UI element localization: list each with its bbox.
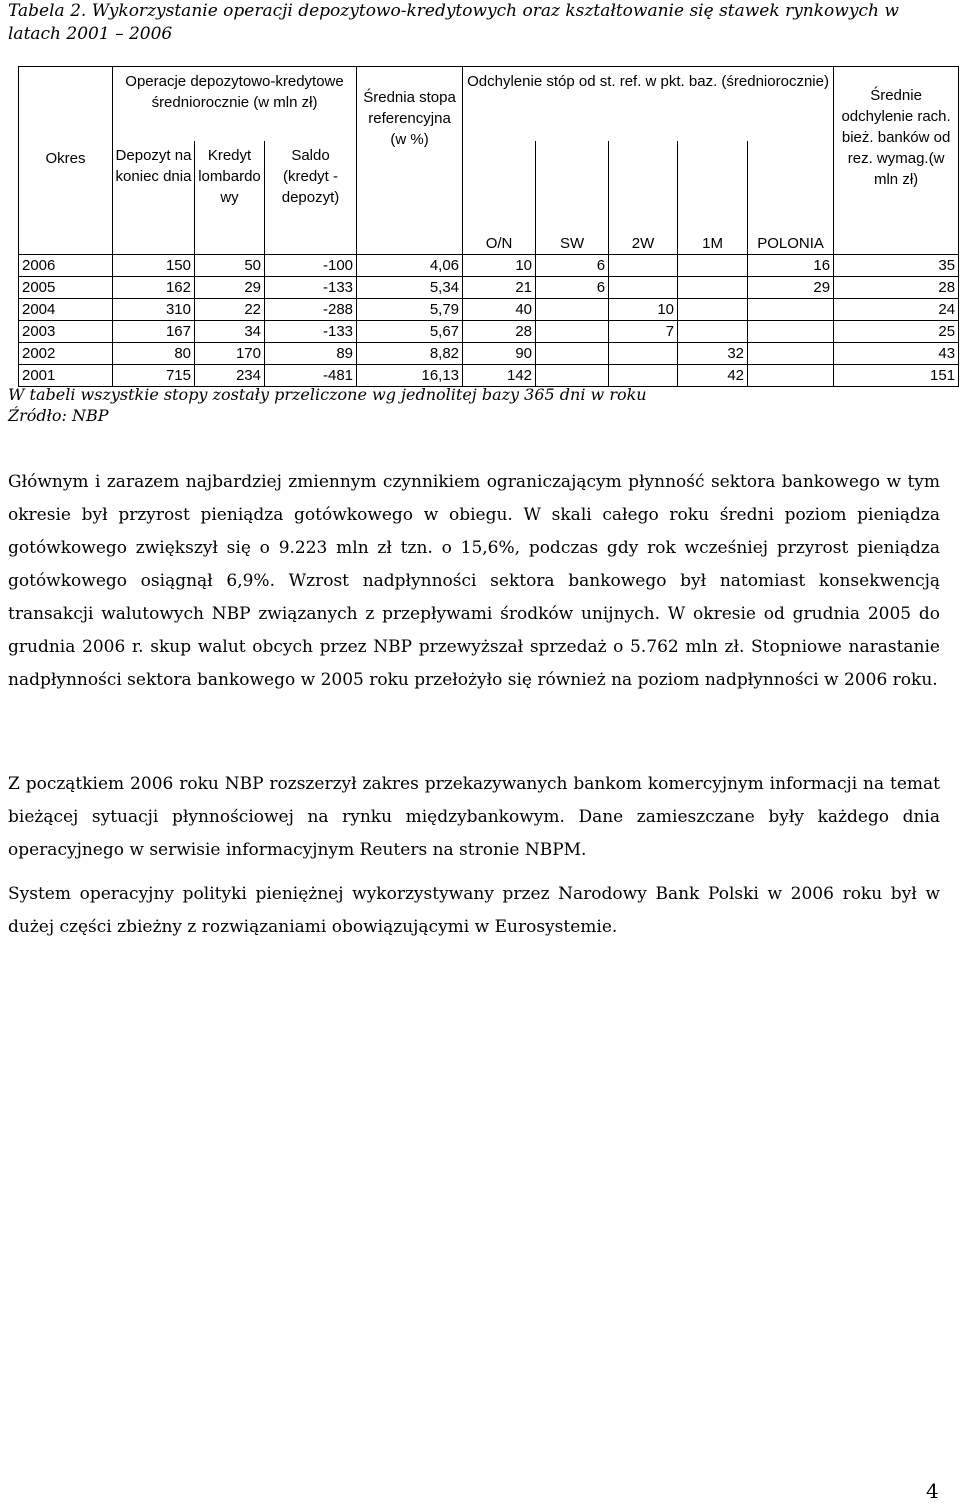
header-srednia-stopa: Średnia stopa referencyjna (w %): [357, 67, 463, 255]
cell-depozyt: 167: [113, 321, 195, 343]
cell-saldo: -133: [265, 277, 357, 299]
cell-2w: 7: [609, 321, 678, 343]
cell-depozyt: 715: [113, 365, 195, 387]
header-depozyt: Depozyt na koniec dnia: [113, 141, 195, 255]
cell-stopa: 4,06: [357, 255, 463, 277]
cell-saldo: -133: [265, 321, 357, 343]
cell-kredyt: 29: [195, 277, 265, 299]
cell-okres: 2002: [19, 343, 113, 365]
cell-depozyt: 80: [113, 343, 195, 365]
header-srednie-odchylenie: Średnie odchylenie rach. bież. banków od rez. wymag.(w mln zł): [834, 67, 959, 255]
cell-polonia: [748, 343, 834, 365]
cell-sw: [536, 321, 609, 343]
cell-1m: 32: [678, 343, 748, 365]
cell-odchylenie: 24: [834, 299, 959, 321]
table-row: [19, 277, 959, 299]
cell-sw: [536, 299, 609, 321]
cell-depozyt: 150: [113, 255, 195, 277]
header-polonia-spacer: [748, 141, 834, 233]
cell-polonia: 29: [748, 277, 834, 299]
cell-polonia: [748, 299, 834, 321]
table-caption: Tabela 2. Wykorzystanie operacji depozytowo-kredytowych oraz kształtowanie się stawek rynkowych w latach 2001 – 2006: [8, 1, 899, 44]
cell-on: 21: [463, 277, 536, 299]
page-number: 4: [926, 1479, 939, 1503]
cell-kredyt: 170: [195, 343, 265, 365]
cell-depozyt: 162: [113, 277, 195, 299]
cell-1m: 42: [678, 365, 748, 387]
header-1m-spacer: [678, 141, 748, 233]
table-note: W tabeli wszystkie stopy zostały przeliczone wg jednolitej bazy 365 dni w roku: [8, 385, 647, 404]
cell-sw: 6: [536, 255, 609, 277]
cell-on: 142: [463, 365, 536, 387]
cell-depozyt: 310: [113, 299, 195, 321]
cell-1m: [678, 255, 748, 277]
cell-on: 90: [463, 343, 536, 365]
cell-stopa: 5,79: [357, 299, 463, 321]
cell-on: 28: [463, 321, 536, 343]
header-sw-spacer: [536, 141, 609, 233]
cell-okres: 2003: [19, 321, 113, 343]
cell-odchylenie: 151: [834, 365, 959, 387]
cell-1m: [678, 299, 748, 321]
cell-kredyt: 234: [195, 365, 265, 387]
table-body: [19, 255, 959, 387]
header-sw: SW: [536, 233, 609, 255]
cell-polonia: 16: [748, 255, 834, 277]
cell-kredyt: 34: [195, 321, 265, 343]
cell-saldo: -100: [265, 255, 357, 277]
cell-2w: 10: [609, 299, 678, 321]
header-on: O/N: [463, 233, 536, 255]
cell-saldo: 89: [265, 343, 357, 365]
cell-polonia: [748, 321, 834, 343]
table-row: [19, 299, 959, 321]
table-row: [19, 255, 959, 277]
header-odchylenie: Odchylenie stóp od st. ref. w pkt. baz. (średniorocznie): [463, 67, 834, 142]
cell-1m: [678, 321, 748, 343]
cell-okres: 2004: [19, 299, 113, 321]
header-polonia: POLONIA: [748, 233, 834, 255]
header-on-spacer: [463, 141, 536, 233]
cell-stopa: 5,34: [357, 277, 463, 299]
cell-stopa: 8,82: [357, 343, 463, 365]
cell-okres: 2001: [19, 365, 113, 387]
cell-on: 40: [463, 299, 536, 321]
cell-okres: 2005: [19, 277, 113, 299]
header-okres: Okres: [19, 67, 113, 255]
table-row: [19, 343, 959, 365]
cell-stopa: 16,13: [357, 365, 463, 387]
header-operacje: Operacje depozytowo-kredytowe średniorocznie (w mln zł): [113, 67, 357, 142]
cell-sw: 6: [536, 277, 609, 299]
paragraph: System operacyjny polityki pieniężnej wykorzystywany przez Narodowy Bank Polski w 2006 roku był w dużej części zbieżny z rozwiązaniami obowiązującymi w Eurosystemie.: [8, 884, 940, 937]
header-1m: 1M: [678, 233, 748, 255]
table-header: [19, 67, 959, 255]
table-row: [19, 321, 959, 343]
cell-2w: [609, 255, 678, 277]
cell-odchylenie: 35: [834, 255, 959, 277]
cell-1m: [678, 277, 748, 299]
paragraph: Głównym i zarazem najbardziej zmiennym czynnikiem ograniczającym płynność sektora bankowego w tym okresie był przyrost pieniądza gotówkowego w obiegu. W skali całego roku średni poziom pieniądza gotówkowego zwiększył się o 9.223 mln zł tzn. o 15,6%, podczas gdy rok wcześniej przyrost pieniądza gotówkowego osiągnął 6,9%. Wzrost nadpłynności sektora bankowego był natomiast konsekwencją transakcji walutowych NBP związanych z przepływami środków unijnych. W okresie od grudnia 2005 do grudnia 2006 r. skup walut obcych przez NBP przewyższał sprzedaż o 5.762 mln zł. Stopniowe narastanie nadpłynności sektora bankowego w 2005 roku przełożyło się również na poziom nadpłynności w 2006 roku.: [8, 472, 940, 690]
paragraph: Z początkiem 2006 roku NBP rozszerzył zakres przekazywanych bankom komercyjnym informacji na temat bieżącej sytuacji płynnościowej na rynku międzybankowym. Dane zamieszczane były każdego dnia operacyjnego w serwisie informacyjnym Reuters na stronie NBPM.: [8, 774, 940, 860]
cell-saldo: -288: [265, 299, 357, 321]
header-2w: 2W: [609, 233, 678, 255]
cell-odchylenie: 25: [834, 321, 959, 343]
cell-on: 10: [463, 255, 536, 277]
cell-okres: 2006: [19, 255, 113, 277]
cell-kredyt: 22: [195, 299, 265, 321]
operations-table: [18, 66, 959, 387]
cell-saldo: -481: [265, 365, 357, 387]
cell-kredyt: 50: [195, 255, 265, 277]
header-saldo: Saldo (kredyt - depozyt): [265, 141, 357, 255]
header-kredyt: Kredyt lombardo wy: [195, 141, 265, 255]
cell-2w: [609, 277, 678, 299]
header-2w-spacer: [609, 141, 678, 233]
cell-sw: [536, 343, 609, 365]
cell-2w: [609, 343, 678, 365]
table-source: Źródło: NBP: [8, 406, 109, 425]
cell-stopa: 5,67: [357, 321, 463, 343]
cell-odchylenie: 43: [834, 343, 959, 365]
cell-odchylenie: 28: [834, 277, 959, 299]
